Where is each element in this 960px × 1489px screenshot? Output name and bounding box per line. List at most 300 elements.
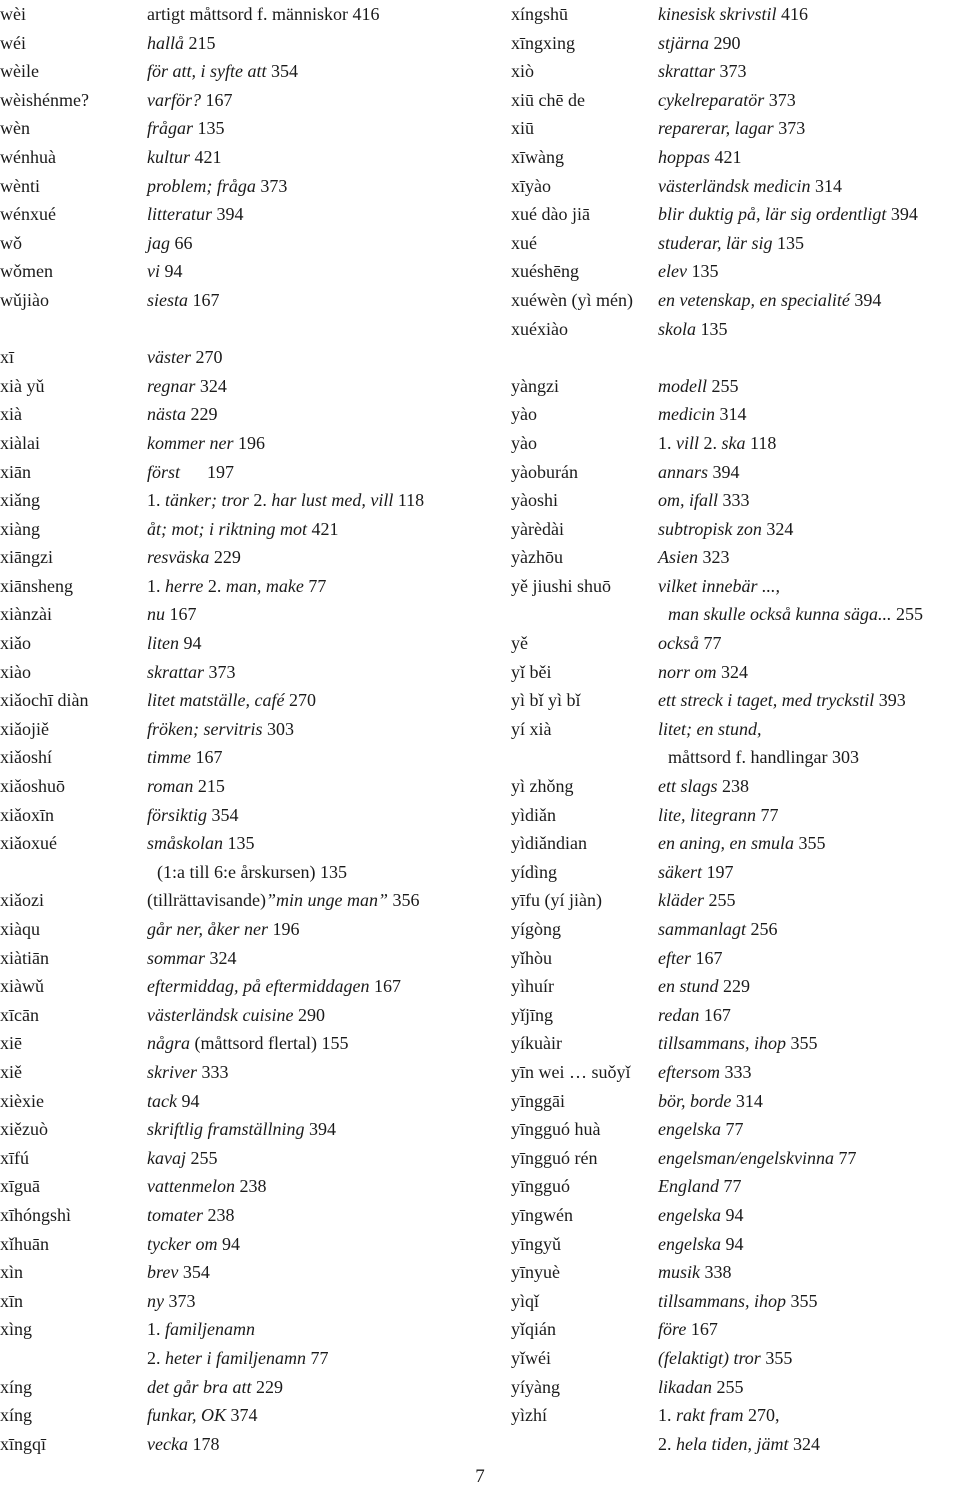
entry-definition bbox=[147, 1087, 199, 1116]
definition-text: problem; fråga bbox=[147, 175, 256, 196]
definition-ref: 255 bbox=[703, 890, 736, 911]
entry-headword: yīnyuè bbox=[511, 1262, 560, 1283]
entry-headword: yàoburán bbox=[511, 461, 578, 482]
glossary-entry bbox=[511, 315, 960, 344]
glossary-entry bbox=[0, 1401, 470, 1430]
entry-definition bbox=[658, 86, 796, 115]
glossary-entry bbox=[0, 772, 470, 801]
definition-ref: 394 bbox=[886, 204, 918, 225]
definition-ref: 238 bbox=[203, 1204, 235, 1225]
glossary-entry bbox=[0, 200, 470, 229]
glossary-entry bbox=[0, 658, 470, 687]
entry-definition bbox=[147, 114, 225, 143]
definition-text: fröken; servitris bbox=[147, 718, 263, 739]
definition-ref: 314 bbox=[810, 175, 842, 196]
entry-definition bbox=[147, 29, 216, 58]
glossary-entry bbox=[0, 686, 470, 715]
definition-ref: 167 bbox=[188, 289, 220, 310]
entry-headword: xiě bbox=[0, 1061, 22, 1082]
definition-ref: 77 bbox=[720, 1119, 744, 1140]
glossary-entry bbox=[0, 972, 470, 1001]
entry-definition bbox=[147, 915, 299, 944]
definition-text: västerländsk medicin bbox=[658, 175, 811, 196]
entry-headword: yě bbox=[511, 633, 528, 654]
glossary-entry bbox=[511, 1315, 960, 1344]
glossary-entry bbox=[0, 743, 470, 772]
entry-headword: yìdiǎn bbox=[511, 804, 556, 825]
entry-definition bbox=[658, 372, 739, 401]
entry-headword: wǒmen bbox=[0, 261, 53, 282]
glossary-entry bbox=[0, 0, 470, 29]
entry-headword: xuéwèn (yì mén) bbox=[511, 289, 633, 310]
definition-ref: 77 bbox=[303, 575, 327, 596]
entry-headword: wèn bbox=[0, 118, 30, 139]
definition-text: hallå bbox=[147, 32, 185, 53]
definition-ref: 77 bbox=[305, 1347, 329, 1368]
glossary-entry bbox=[511, 372, 960, 401]
glossary-entry bbox=[511, 743, 960, 772]
definition-ref: 373 bbox=[255, 175, 288, 196]
glossary-entry bbox=[511, 1287, 960, 1316]
definition-text: vilket innebär ..., bbox=[658, 575, 780, 596]
definition-text: musik bbox=[658, 1262, 700, 1283]
glossary-entry bbox=[0, 829, 470, 858]
entry-headword: xuéshēng bbox=[511, 261, 579, 282]
entry-headword: yǐwéi bbox=[511, 1347, 551, 1368]
entry-headword: yìzhí bbox=[511, 1405, 547, 1426]
entry-headword: wèi bbox=[0, 4, 26, 24]
definition-text: liten bbox=[147, 633, 179, 654]
entry-definition bbox=[147, 572, 326, 601]
definition-ref: 255 bbox=[891, 604, 923, 625]
definition-text: norr om bbox=[658, 661, 717, 682]
definition-text: heter i familjenamn bbox=[165, 1347, 306, 1368]
definition-ref: (måttsord flertal) 155 bbox=[190, 1033, 349, 1054]
definition-text: hela tiden, jämt bbox=[676, 1433, 789, 1454]
entry-definition bbox=[147, 486, 424, 515]
entry-headword: xíng bbox=[0, 1405, 33, 1426]
definition-ref: 373 bbox=[773, 118, 806, 139]
glossary-entry bbox=[0, 114, 470, 143]
page-number: 7 bbox=[475, 1466, 485, 1487]
glossary-entry bbox=[0, 372, 470, 401]
entry-headword: xiǎoshuō bbox=[0, 776, 65, 797]
entry-definition bbox=[658, 1001, 731, 1030]
definition-ref: 135 bbox=[696, 318, 728, 339]
entry-headword: xíng bbox=[0, 1376, 33, 1397]
definition-text: tomater bbox=[147, 1204, 203, 1225]
entry-headword: xī bbox=[0, 347, 15, 368]
entry-definition bbox=[658, 743, 859, 772]
glossary-entry bbox=[511, 1344, 960, 1373]
definition-ref: 324 bbox=[716, 661, 749, 682]
definition-text: försiktig bbox=[147, 804, 208, 825]
entry-headword: yǐqián bbox=[511, 1319, 556, 1340]
definition-ref: måttsord f. handlingar 303 bbox=[668, 747, 859, 768]
glossary-entry bbox=[511, 686, 960, 715]
definition-ref: 135 bbox=[223, 833, 255, 854]
definition-text: medicin bbox=[658, 404, 715, 425]
definition-text: funkar, OK bbox=[147, 1405, 227, 1426]
entry-headword: yě jiushi shuō bbox=[511, 575, 612, 596]
entry-definition bbox=[658, 1430, 820, 1459]
definition-ref: 355 bbox=[760, 1347, 793, 1368]
definition-ref: 135 bbox=[193, 118, 225, 139]
glossary-entry bbox=[0, 286, 470, 315]
definition-ref: 167 bbox=[699, 1004, 731, 1025]
entry-definition bbox=[658, 1115, 743, 1144]
entry-headword: yǐhòu bbox=[511, 947, 553, 968]
entry-definition bbox=[658, 257, 718, 286]
glossary-entry bbox=[0, 57, 470, 86]
entry-headword: yīngguó bbox=[511, 1176, 571, 1197]
definition-text: småskolan bbox=[147, 833, 223, 854]
definition-text: lite, litegrann bbox=[658, 804, 756, 825]
entry-definition bbox=[147, 600, 197, 629]
definition-text: Asien bbox=[658, 547, 698, 568]
entry-definition bbox=[147, 429, 265, 458]
definition-text: hoppas bbox=[658, 146, 711, 167]
entry-headword: yǐjīng bbox=[511, 1004, 554, 1025]
definition-ref: 167 bbox=[691, 947, 723, 968]
definition-ref: 135 bbox=[772, 232, 805, 253]
definition-text: säkert bbox=[658, 861, 702, 882]
definition-text: England bbox=[658, 1176, 719, 1197]
definition-ref: 197 bbox=[180, 461, 235, 482]
entry-headword: xiàwǔ bbox=[0, 976, 44, 997]
definition-ref: 77 bbox=[698, 633, 722, 654]
glossary-entry bbox=[0, 1058, 470, 1087]
definition-text: (felaktigt) tror bbox=[658, 1347, 761, 1368]
glossary-entry bbox=[0, 1287, 470, 1316]
entry-headword: yì bǐ yì bǐ bbox=[511, 690, 581, 711]
definition-text: nu bbox=[147, 604, 165, 625]
definition-ref: 355 bbox=[793, 833, 826, 854]
glossary-entry bbox=[511, 858, 960, 887]
definition-text: skriver bbox=[147, 1061, 197, 1082]
entry-definition bbox=[658, 1230, 743, 1259]
entry-definition bbox=[147, 1344, 328, 1373]
definition-ref: 2. bbox=[658, 1433, 676, 1454]
definition-ref: 229 bbox=[209, 547, 241, 568]
entry-headword: yào bbox=[511, 404, 537, 425]
entry-definition bbox=[658, 1029, 818, 1058]
definition-ref: 373 bbox=[164, 1290, 196, 1311]
definition-ref: 167 bbox=[369, 976, 401, 997]
definition-text: ”min unge man” bbox=[265, 890, 388, 911]
definition-text: för att, i syfte att bbox=[147, 61, 267, 82]
entry-headword: yàngzi bbox=[511, 375, 559, 396]
entry-definition bbox=[658, 886, 735, 915]
glossary-entry bbox=[0, 858, 470, 887]
definition-ref: 167 bbox=[686, 1319, 718, 1340]
definition-ref: 270, bbox=[743, 1405, 780, 1426]
glossary-entry bbox=[0, 915, 470, 944]
definition-ref: 215 bbox=[184, 32, 216, 53]
glossary-entry bbox=[0, 1087, 470, 1116]
definition-text: roman bbox=[147, 776, 194, 797]
glossary-entry bbox=[0, 486, 470, 515]
definition-ref: 324 bbox=[788, 1433, 820, 1454]
definition-ref: 394 bbox=[304, 1119, 337, 1140]
entry-definition bbox=[658, 315, 728, 344]
definition-text: redan bbox=[658, 1004, 700, 1025]
entry-definition bbox=[147, 658, 236, 687]
glossary-entry bbox=[0, 143, 470, 172]
entry-headword: xiǎoxué bbox=[0, 833, 57, 854]
entry-definition bbox=[147, 257, 183, 286]
definition-ref: 2. bbox=[147, 1347, 165, 1368]
entry-headword: wǒ bbox=[0, 232, 22, 253]
entry-definition bbox=[147, 143, 222, 172]
entry-definition bbox=[147, 772, 225, 801]
definition-text: åt; mot; i riktning mot bbox=[147, 518, 307, 539]
glossary-entry bbox=[0, 543, 470, 572]
entry-definition bbox=[147, 715, 294, 744]
definition-text: engelska bbox=[658, 1119, 721, 1140]
definition-text: likadan bbox=[658, 1376, 712, 1397]
glossary-entry bbox=[0, 1344, 470, 1373]
definition-text: har lust med, vill bbox=[271, 490, 394, 511]
entry-headword: xiàng bbox=[0, 518, 40, 539]
definition-text: kultur bbox=[147, 146, 190, 167]
glossary-entry bbox=[511, 114, 960, 143]
entry-definition bbox=[147, 1058, 228, 1087]
glossary-entry bbox=[511, 429, 960, 458]
entry-definition bbox=[147, 57, 298, 86]
definition-text: före bbox=[658, 1319, 687, 1340]
definition-text: tänker; tror bbox=[165, 490, 249, 511]
glossary-entry bbox=[511, 886, 960, 915]
definition-text: litet matställe, café bbox=[147, 690, 285, 711]
definition-ref: 135 bbox=[686, 261, 719, 282]
entry-headword: xiànzài bbox=[0, 604, 52, 625]
entry-headword: yí xià bbox=[511, 718, 552, 739]
definition-ref: 2. bbox=[203, 575, 226, 596]
definition-ref: 324 bbox=[761, 518, 794, 539]
entry-definition bbox=[658, 200, 918, 229]
definition-ref: 118 bbox=[745, 432, 777, 453]
entry-headword: yàrèdài bbox=[511, 518, 564, 539]
glossary-entry bbox=[0, 429, 470, 458]
entry-headword: xiū chē de bbox=[511, 89, 585, 110]
glossary-entry bbox=[511, 257, 960, 286]
glossary-entry bbox=[511, 0, 960, 29]
entry-definition bbox=[147, 1001, 325, 1030]
entry-definition bbox=[658, 1201, 743, 1230]
definition-text: några bbox=[147, 1033, 191, 1054]
entry-definition bbox=[658, 515, 793, 544]
definition-ref: 354 bbox=[207, 804, 239, 825]
definition-text: stjärna bbox=[658, 32, 710, 53]
definition-text: en stund bbox=[658, 976, 719, 997]
glossary-entry bbox=[511, 486, 960, 515]
definition-ref: 255 bbox=[185, 1147, 218, 1168]
entry-definition bbox=[147, 1430, 219, 1459]
definition-text: elev bbox=[658, 261, 687, 282]
definition-ref: 167 bbox=[191, 747, 223, 768]
entry-definition bbox=[658, 658, 748, 687]
glossary-entry bbox=[0, 1201, 470, 1230]
entry-headword: xiǎoshí bbox=[0, 747, 52, 768]
entry-headword: xiǎo bbox=[0, 633, 31, 654]
entry-definition bbox=[658, 229, 804, 258]
entry-definition bbox=[658, 143, 742, 172]
definition-text: ett streck i taget, med tryckstil bbox=[658, 690, 875, 711]
definition-ref: 393 bbox=[874, 690, 906, 711]
glossary-entry bbox=[0, 1172, 470, 1201]
entry-definition bbox=[147, 1373, 283, 1402]
entry-definition bbox=[147, 1258, 210, 1287]
glossary-entry bbox=[0, 229, 470, 258]
glossary-entry bbox=[511, 1430, 960, 1459]
glossary-entry bbox=[511, 343, 960, 372]
glossary-entry bbox=[0, 458, 470, 487]
definition-text: går ner, åker ner bbox=[147, 919, 268, 939]
entry-headword: yíkuàir bbox=[511, 1033, 562, 1054]
definition-text: eftermiddag, på eftermiddagen bbox=[147, 976, 370, 997]
entry-definition bbox=[147, 0, 379, 29]
entry-headword: xià bbox=[0, 404, 22, 425]
definition-text: man, make bbox=[225, 575, 304, 596]
glossary-entry bbox=[0, 400, 470, 429]
entry-headword: yì zhǒng bbox=[511, 776, 574, 797]
glossary-entry bbox=[511, 29, 960, 58]
entry-headword: xiǎochī diàn bbox=[0, 690, 89, 711]
glossary-entry bbox=[511, 543, 960, 572]
definition-ref: 238 bbox=[717, 776, 750, 797]
entry-definition bbox=[658, 1344, 792, 1373]
definition-text: nästa bbox=[147, 404, 187, 425]
glossary-entry bbox=[511, 944, 960, 973]
entry-definition bbox=[147, 1029, 348, 1058]
entry-headword: wènti bbox=[0, 175, 40, 196]
entry-headword: xīngqī bbox=[0, 1433, 47, 1454]
entry-headword: wénxué bbox=[0, 204, 56, 225]
entry-definition bbox=[147, 629, 202, 658]
entry-headword: yàzhōu bbox=[511, 547, 563, 568]
entry-definition bbox=[658, 400, 746, 429]
definition-text: också bbox=[658, 633, 699, 654]
glossary-entry bbox=[511, 1258, 960, 1287]
definition-text: jag bbox=[147, 232, 171, 253]
definition-ref: 1. bbox=[147, 490, 165, 511]
entry-definition bbox=[147, 172, 287, 201]
definition-text: kavaj bbox=[147, 1147, 186, 1168]
glossary-entry bbox=[511, 1230, 960, 1259]
definition-text: skola bbox=[658, 318, 696, 339]
entry-definition bbox=[658, 944, 723, 973]
definition-text: ett slags bbox=[658, 776, 718, 797]
entry-definition bbox=[147, 343, 223, 372]
right-column bbox=[511, 0, 960, 1458]
entry-definition bbox=[147, 944, 237, 973]
entry-headword: yìqǐ bbox=[511, 1290, 540, 1311]
entry-headword: xiāngzi bbox=[0, 547, 53, 568]
entry-definition bbox=[658, 458, 740, 487]
entry-definition bbox=[658, 629, 721, 658]
definition-ref: 338 bbox=[700, 1262, 732, 1283]
definition-text: vill bbox=[676, 432, 699, 453]
definition-ref: 229 bbox=[186, 404, 218, 425]
glossary-entry bbox=[511, 1401, 960, 1430]
definition-text: tack bbox=[147, 1090, 177, 1111]
definition-text: tycker om bbox=[147, 1233, 218, 1254]
definition-text: en aning, en smula bbox=[658, 833, 794, 854]
definition-ref: 94 bbox=[217, 1233, 240, 1254]
definition-text: engelska bbox=[658, 1233, 721, 1254]
entry-definition bbox=[147, 972, 401, 1001]
glossary-entry bbox=[511, 1087, 960, 1116]
definition-ref: 394 bbox=[212, 204, 244, 225]
definition-ref: 94 bbox=[179, 633, 202, 654]
entry-headword: xué bbox=[511, 232, 537, 253]
glossary-entry bbox=[511, 1144, 960, 1173]
entry-headword: xiàqu bbox=[0, 919, 40, 939]
definition-text: litet; en stund, bbox=[658, 718, 762, 739]
entry-headword: wǔjiào bbox=[0, 289, 49, 310]
glossary-entry bbox=[0, 86, 470, 115]
definition-ref: 255 bbox=[712, 1376, 744, 1397]
definition-text: blir duktig på, lär sig ordentligt bbox=[658, 204, 887, 225]
definition-text: sammanlagt bbox=[658, 919, 747, 939]
definition-ref: 333 bbox=[720, 1061, 752, 1082]
definition-text: man skulle också kunna säga... bbox=[668, 604, 892, 625]
glossary-entry bbox=[511, 829, 960, 858]
glossary-entry bbox=[0, 343, 470, 372]
definition-ref: 324 bbox=[205, 947, 237, 968]
entry-definition bbox=[658, 114, 805, 143]
entry-definition bbox=[658, 286, 881, 315]
glossary-entry bbox=[511, 143, 960, 172]
definition-text: kommer ner bbox=[147, 432, 234, 453]
glossary-entry bbox=[511, 1029, 960, 1058]
definition-ref: 196 bbox=[267, 919, 300, 939]
definition-ref: 290 bbox=[293, 1004, 325, 1025]
entry-headword: wénhuà bbox=[0, 146, 56, 167]
entry-headword: xièxie bbox=[0, 1090, 44, 1111]
definition-ref: 421 bbox=[307, 518, 339, 539]
entry-headword: xiǎojiě bbox=[0, 718, 49, 739]
entry-definition bbox=[658, 486, 750, 515]
glossary-entry bbox=[511, 229, 960, 258]
entry-headword: xiò bbox=[511, 61, 535, 82]
definition-text: ska bbox=[721, 432, 746, 453]
definition-text: kinesisk skrivstil bbox=[658, 4, 777, 24]
definition-ref: 255 bbox=[707, 375, 739, 396]
glossary-entry bbox=[0, 1430, 470, 1459]
definition-ref: 77 bbox=[833, 1147, 857, 1168]
definition-ref: 196 bbox=[233, 432, 265, 453]
entry-definition bbox=[147, 200, 244, 229]
definition-ref: 355 bbox=[786, 1033, 818, 1054]
definition-text: regnar bbox=[147, 375, 196, 396]
glossary-entry bbox=[511, 801, 960, 830]
definition-ref: 373 bbox=[715, 61, 747, 82]
definition-ref: 1. bbox=[147, 575, 165, 596]
definition-ref: 238 bbox=[234, 1176, 267, 1197]
entry-headword: yǐ běi bbox=[511, 661, 552, 682]
entry-definition bbox=[147, 400, 218, 429]
glossary-entry bbox=[0, 1373, 470, 1402]
entry-definition bbox=[658, 915, 778, 944]
definition-text: engelska bbox=[658, 1204, 721, 1225]
glossary-entry bbox=[511, 86, 960, 115]
definition-ref: 394 bbox=[708, 461, 740, 482]
entry-definition bbox=[658, 858, 734, 887]
glossary-entry bbox=[511, 972, 960, 1001]
entry-headword: xiānsheng bbox=[0, 575, 73, 596]
